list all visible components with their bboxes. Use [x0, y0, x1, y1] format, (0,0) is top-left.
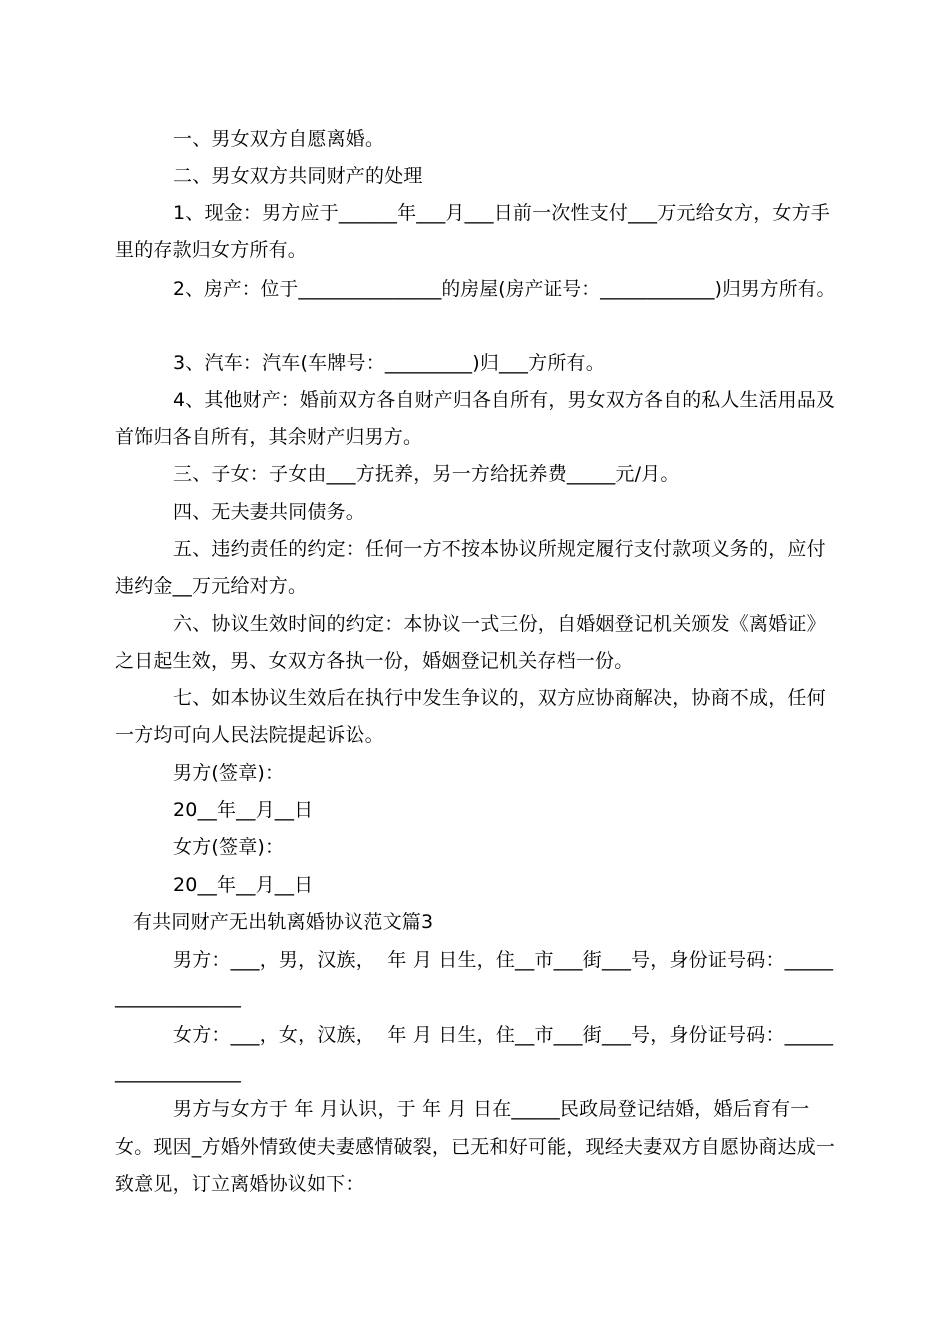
signature-date: 20__年__月__日 [173, 799, 314, 821]
clause-line: 里的存款归女方所有。 [115, 239, 308, 261]
clause-line: 二、男女双方共同财产的处理 [173, 165, 423, 187]
clause-line: 违约金__万元给对方。 [115, 575, 308, 597]
signature-date: 20__年__月__日 [173, 874, 314, 896]
clause-line: 五、违约责任的约定：任何一方不按本协议所规定履行支付款项义务的，应付 [173, 538, 826, 560]
clause-line: 七、如本协议生效后在执行中发生争议的，双方应协商解决，协商不成，任何 [173, 687, 826, 709]
clause-line: 之日起生效，男、女双方各执一份，婚姻登记机关存档一份。 [115, 650, 634, 672]
body-line: 男方与女方于 年 月认识，于 年 月 日在_____民政局登记结婚，婚后育有一 [173, 1098, 810, 1120]
clause-line: 3、汽车：汽车(车牌号：_________)归___方所有。 [173, 352, 605, 374]
clause-line: 2、房产：位于_______________的房屋(房产证号：____________)归男方所有。 [173, 278, 836, 300]
body-line: 致意见，订立离婚协议如下： [115, 1173, 365, 1195]
clause-line: 四、无夫妻共同债务。 [173, 501, 366, 523]
party-line: _____________ [115, 986, 242, 1008]
clause-line: 1、现金：男方应于______年___月___日前一次性支付___万元给女方，女方手 [173, 202, 830, 224]
clause-line: 4、其他财产：婚前双方各自财产归各自所有，男女双方各自的私人生活用品及 [173, 389, 836, 411]
clause-line: 首饰归各自所有，其余财产归男方。 [115, 426, 423, 448]
body-line: 女。现因_方婚外情致使夫妻感情破裂，已无和好可能，现经夫妻双方自愿协商达成一 [115, 1136, 836, 1158]
party-line: 男方：___，男，汉族， 年 月 日生，住__市___街___号，身份证号码：_____ [173, 949, 834, 971]
section-title: 有共同财产无出轨离婚协议范文篇3 [133, 911, 434, 933]
clause-line: 一方均可向人民法院提起诉讼。 [115, 724, 384, 746]
party-line: _____________ [115, 1061, 242, 1083]
clause-line: 三、子女：子女由___方抚养，另一方给抚养费_____元/月。 [173, 463, 680, 485]
signature-label: 男方(签章)： [173, 762, 285, 784]
party-line: 女方：___，女，汉族， 年 月 日生，住__市___街___号，身份证号码：_____ [173, 1024, 834, 1046]
signature-label: 女方(签章)： [173, 836, 285, 858]
clause-line: 一、男女双方自愿离婚。 [173, 128, 385, 150]
clause-line: 六、协议生效时间的约定：本协议一式三份，自婚姻登记机关颁发《离婚证》 [173, 613, 826, 635]
